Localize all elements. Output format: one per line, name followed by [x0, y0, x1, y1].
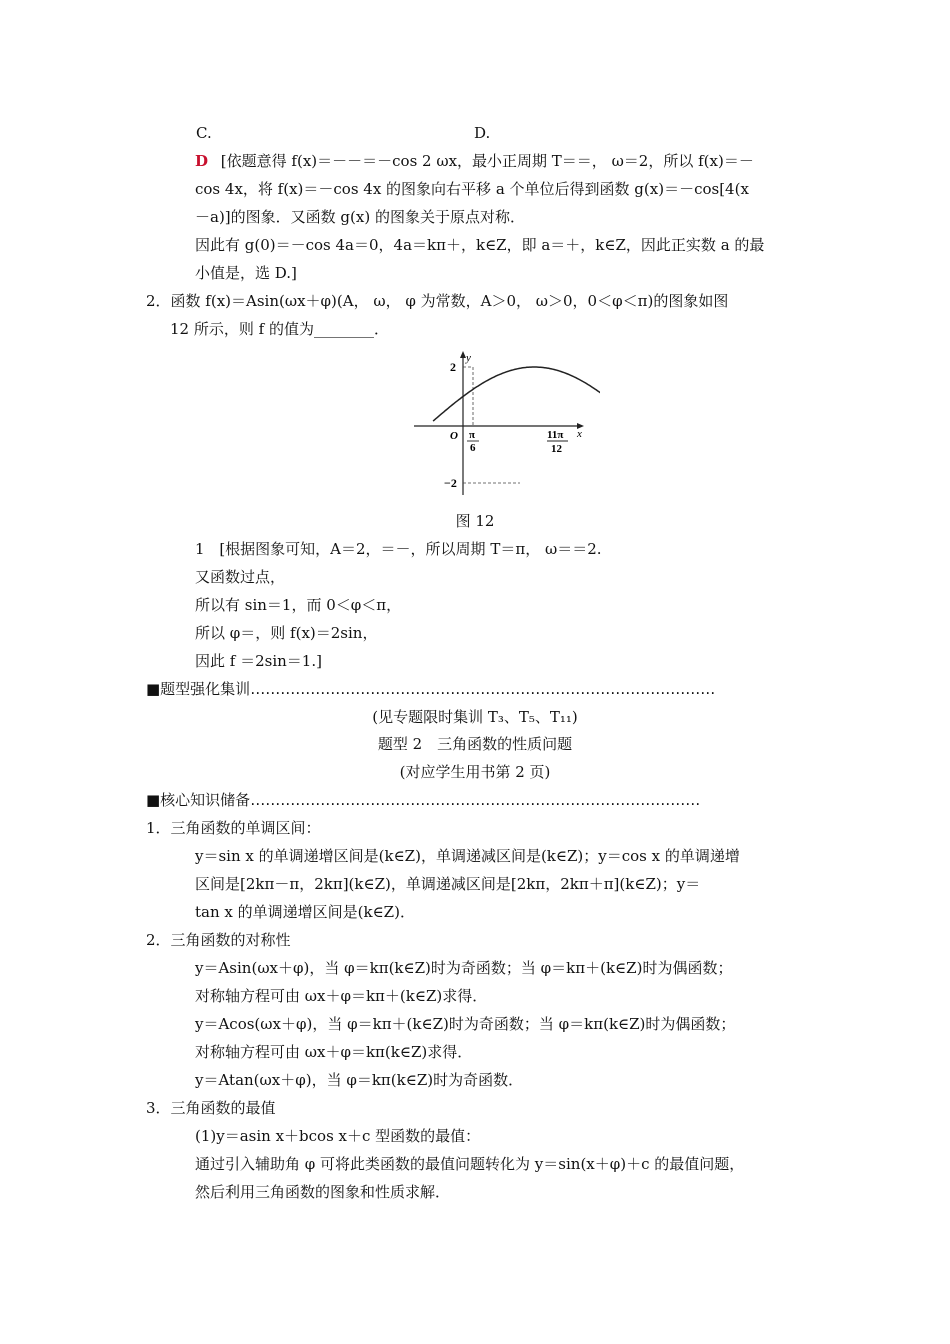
- y-axis-label: y: [466, 352, 471, 364]
- knowledge-line: 通过引入辅助角 φ 可将此类函数的最值问题转化为 y＝sin(x＋φ)＋c 的最值问题，: [195, 1155, 745, 1173]
- pi6-numerator: π: [469, 429, 476, 441]
- practice-heading: ■题型强化集训: [146, 680, 251, 698]
- knowledge-line: (1)y＝asin x＋bcos x＋c 型函数的最值：: [195, 1127, 481, 1145]
- practice-note: (见专题限时集训 T₃、T₅、T₁₁): [372, 708, 578, 726]
- q1-solution-line-5: 小值是，选 D.]: [195, 264, 297, 282]
- q2-stem-line-1: 2．函数 f(x)＝Asin(ωx＋φ)(A， ω， φ 为常数，A＞0， ω＞0，0＜φ＜π)的图象如图: [146, 292, 729, 310]
- q2-stem-line-2: 12 所示，则 f 的值为________．: [170, 320, 389, 338]
- q2-solution-line-1: [195, 538, 602, 560]
- option-c: C.: [196, 124, 212, 142]
- q2-solution-line-5: 因此 f ＝2sin＝1.]: [195, 652, 322, 670]
- knowledge-line: y＝Atan(ωx＋φ)，当 φ＝kπ(k∈Z)时为奇函数．: [195, 1071, 524, 1089]
- figure-caption: 图 12: [455, 512, 495, 530]
- knowledge-line: 对称轴方程可由 ωx＋φ＝kπ＋(k∈Z)求得．: [195, 987, 488, 1005]
- knowledge-line: 然后利用三角函数的图象和性质求解．: [195, 1183, 451, 1201]
- knowledge-dots: ………………………………………………………………………………: [250, 791, 701, 809]
- type2-subtitle: (对应学生用书第 2 页): [399, 763, 551, 781]
- q1-solution-line-2: cos 4x，将 f(x)＝－cos 4x 的图象向右平移 a 个单位后得到函数 g(x)＝－cos[4(x: [195, 180, 749, 198]
- knowledge-item-3-title: 3．三角函数的最值: [146, 1099, 276, 1117]
- knowledge-line: 区间是[2kπ－π，2kπ](k∈Z)，单调递减区间是[2kπ，2kπ＋π](k∈Z)；y＝: [195, 875, 701, 893]
- answer-letter: D: [195, 152, 209, 170]
- option-d: D.: [474, 124, 491, 142]
- q2-answer: 1: [195, 540, 205, 558]
- practice-heading-row: [146, 678, 726, 700]
- eleven-pi-denominator: 12: [551, 443, 562, 455]
- q1-solution-text: [依题意得 f(x)＝－－＝－cos 2 ωx，最小正周期 T＝＝， ω＝2，所以 f(x)＝－: [220, 152, 754, 170]
- practice-dots: …………………………………………………………………………………: [250, 680, 716, 698]
- knowledge-heading-row: [146, 789, 716, 811]
- knowledge-item-1-title: 1．三角函数的单调区间：: [146, 819, 321, 837]
- sine-graph: [400, 345, 600, 500]
- q2-solution-text: [根据图象可知，A＝2，＝－，所以周期 T＝π， ω＝＝2.: [219, 540, 602, 558]
- pi6-denominator: 6: [470, 442, 476, 454]
- q2-solution-line-3: 所以有 sin＝1，而 0＜φ＜π，: [195, 596, 402, 614]
- knowledge-line: y＝sin x 的单调递增区间是(k∈Z)，单调递减区间是(k∈Z)；y＝cos x 的单调递增: [195, 847, 740, 865]
- eleven-pi-numerator: 11π: [547, 429, 564, 441]
- q1-solution-line-1: [195, 150, 754, 172]
- q1-solution-line-3: －a)]的图象．又函数 g(x) 的图象关于原点对称．: [195, 208, 525, 226]
- knowledge-item-2-title: 2．三角函数的对称性: [146, 931, 291, 949]
- q2-solution-line-2: 又函数过点，: [195, 568, 286, 586]
- max-label: 2: [450, 360, 456, 374]
- origin-label: O: [450, 430, 458, 442]
- knowledge-line: y＝Acos(ωx＋φ)，当 φ＝kπ＋(k∈Z)时为奇函数；当 φ＝kπ(k∈Z)时为偶函数；: [195, 1015, 736, 1033]
- min-label: −2: [444, 476, 457, 490]
- knowledge-line: 对称轴方程可由 ωx＋φ＝kπ(k∈Z)求得．: [195, 1043, 473, 1061]
- type2-title: 题型 2 三角函数的性质问题: [377, 735, 573, 753]
- q1-solution-line-4: 因此有 g(0)＝－cos 4a＝0，4a＝kπ＋，k∈Z，即 a＝＋，k∈Z，因此正实数 a 的最: [195, 236, 765, 254]
- knowledge-heading: ■核心知识储备: [146, 791, 251, 809]
- knowledge-line: y＝Asin(ωx＋φ)，当 φ＝kπ(k∈Z)时为奇函数；当 φ＝kπ＋(k∈Z)时为偶函数；: [195, 959, 733, 977]
- x-axis-label: x: [577, 428, 582, 440]
- q2-solution-line-4: 所以 φ＝，则 f(x)＝2sin，: [195, 624, 378, 642]
- knowledge-line: tan x 的单调递增区间是(k∈Z)．: [195, 903, 415, 921]
